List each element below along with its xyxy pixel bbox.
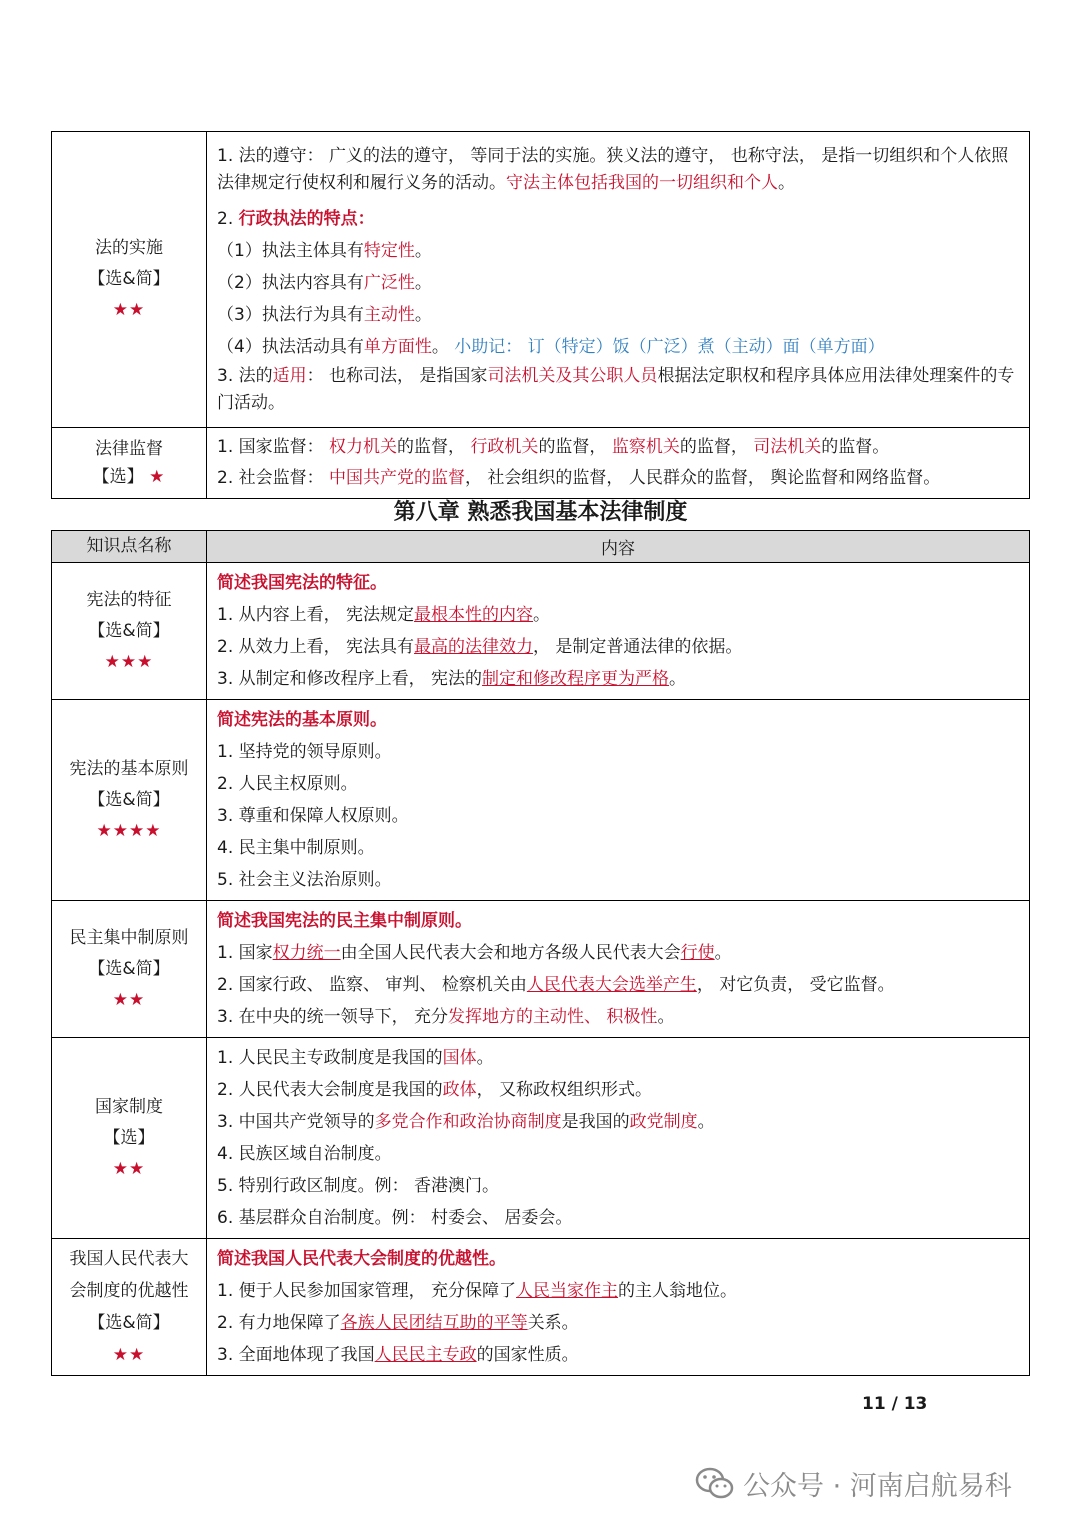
topic-tag: 【选&简】: [88, 620, 170, 641]
item-number: 2.: [217, 208, 239, 229]
topic-cell: [52, 132, 207, 428]
paragraph-text: 3. 法的: [217, 365, 273, 386]
importance-stars: ★★: [112, 1158, 146, 1179]
wechat-icon: [695, 1467, 735, 1508]
topic-tag: 【选&简】: [88, 958, 170, 979]
chapter-title: 第八章 熟悉我国基本法律制度: [393, 500, 688, 525]
line-text: 6. 基层群众自治制度。例： 村委会、 居委会。: [217, 1208, 573, 1228]
knowledge-table-2: [51, 530, 1030, 1376]
topic-cell: [52, 1239, 207, 1376]
line-text: 4. 民族区域自治制度。: [217, 1144, 392, 1164]
highlight-text: 特定性: [363, 240, 415, 261]
topic-name: 法的实施: [95, 238, 163, 258]
line-text: 。: [697, 1112, 715, 1132]
section-heading: 简述宪法的基本原则。: [217, 710, 387, 730]
table-row: [52, 1239, 1030, 1376]
line-text: 。: [476, 1048, 494, 1068]
knowledge-table-1: [51, 131, 1030, 499]
topic-name: 法律监督: [95, 439, 163, 459]
line-text: 的监督，: [679, 437, 754, 457]
highlight-text: 司法机关: [753, 437, 822, 457]
line-text: 5. 特别行政区制度。例： 香港澳门。: [217, 1176, 500, 1196]
highlight-text: 最根本性的内容: [414, 605, 534, 625]
line-text: 关系。: [527, 1313, 579, 1333]
header-topic: 知识点名称: [52, 531, 207, 563]
topic-name: 宪法的特征: [86, 589, 172, 610]
topic-cell: [52, 563, 207, 700]
paragraph-text: ： 也称司法， 是指国家: [306, 365, 488, 386]
paragraph-text: 1. 法的遵守： 广义的法的遵守， 等同于法的实施。狭义法的遵守， 也称守法， 是指一切组织和个人依照法律规定行使权利和履行义务的活动。: [217, 145, 1009, 193]
item-text: （4）执法活动具有: [217, 336, 364, 357]
item-text: 。: [431, 336, 449, 357]
line-text: 2. 有力地保障了: [217, 1313, 341, 1333]
line-text: 3. 中国共产党领导的: [217, 1112, 375, 1132]
paragraph-text: 。: [778, 172, 795, 193]
header-content: 内容: [207, 531, 1030, 563]
highlight-text: 人民当家作主: [516, 1281, 619, 1301]
topic-cell: [52, 1038, 207, 1239]
section-heading: 简述我国宪法的民主集中制原则。: [217, 911, 472, 931]
line-text: 1. 国家: [217, 943, 273, 963]
section-heading: 行政执法的特点：: [238, 208, 375, 229]
line-text: 由全国人民代表大会和地方各级人民代表大会: [340, 943, 681, 963]
content-cell: [207, 700, 1030, 901]
line-text: 。: [714, 943, 732, 963]
line-text: 1. 便于人民参加国家管理， 充分保障了: [217, 1281, 517, 1301]
line-text: 1. 从内容上看， 宪法规定: [217, 605, 415, 625]
line-text: 3. 从制定和修改程序上看， 宪法的: [217, 669, 483, 689]
highlight-text: 各族人民团结互助的平等: [340, 1313, 528, 1333]
line-text: 3. 全面地体现了我国: [217, 1345, 375, 1365]
line-text: 2. 人民代表大会制度是我国的: [217, 1080, 443, 1100]
highlight-text: 发挥地方的主动性、 积极性: [448, 1007, 658, 1027]
highlight-text: 行政机关: [470, 437, 539, 457]
table-row: [52, 1038, 1030, 1239]
page-number: 11 / 13: [862, 1394, 928, 1414]
line-text: 。: [669, 669, 687, 689]
highlight-text: 监察机关: [611, 437, 680, 457]
importance-stars: ★★★: [104, 651, 154, 672]
topic-tag: 【选&简】: [88, 269, 170, 289]
table-row: [52, 563, 1030, 700]
highlight-text: 政体: [442, 1080, 477, 1100]
highlight-text: 权力机关: [329, 437, 398, 457]
highlight-text: 单方面性: [363, 336, 432, 357]
importance-stars: ★★: [112, 989, 146, 1010]
highlight-text: 国体: [442, 1048, 477, 1068]
importance-stars: ★★: [112, 1345, 146, 1365]
line-text: 4. 民主集中制原则。: [217, 838, 375, 858]
topic-name: 会制度的优越性: [69, 1281, 189, 1301]
highlight-text: 权力统一: [272, 943, 341, 963]
highlight-text: 人民代表大会选举产生: [526, 975, 697, 995]
content-cell: [207, 563, 1030, 700]
topic-tag: 【选&简】: [88, 1313, 170, 1333]
mnemonic-text: 小助记： 订（特定）饭（广泛）煮（主动）面（单方面）: [454, 336, 885, 357]
topic-cell: [52, 428, 207, 499]
table-row: [52, 132, 1030, 428]
line-text: 是我国的: [561, 1112, 630, 1132]
highlight-text: 守法主体包括我国的一切组织和个人: [506, 172, 778, 193]
line-text: 1. 坚持党的领导原则。: [217, 742, 392, 762]
watermark-text: 公众号 · 河南启航易科: [743, 1471, 1012, 1502]
topic-tag: 【选】: [92, 467, 144, 487]
line-text: ， 社会组织的监督， 人民群众的监督， 舆论监督和网络监督。: [465, 468, 941, 488]
highlight-text: 行使: [680, 943, 715, 963]
line-text: 3. 尊重和保障人权原则。: [217, 806, 409, 826]
line-text: ， 是制定普通法律的依据。: [533, 637, 743, 657]
highlight-text: 司法机关及其公职人员: [487, 365, 658, 386]
highlight-text: 多党合作和政治协商制度: [374, 1112, 562, 1132]
highlight-text: 中国共产党的监督: [329, 468, 466, 488]
topic-tag: 【选】: [103, 1127, 155, 1148]
item-text: （2）执法内容具有: [217, 272, 364, 293]
topic-cell: [52, 700, 207, 901]
line-text: 1. 人民民主专政制度是我国的: [217, 1048, 443, 1068]
content-cell: [207, 1239, 1030, 1376]
line-text: 2. 国家行政、 监察、 审判、 检察机关由: [217, 975, 527, 995]
topic-cell: [52, 901, 207, 1038]
table-row: [52, 428, 1030, 499]
item-text: 。: [414, 304, 432, 325]
item-text: 。: [414, 240, 432, 261]
highlight-text: 制定和修改程序更为严格: [482, 669, 670, 689]
importance-stars: ★: [149, 467, 166, 487]
line-text: 5. 社会主义法治原则。: [217, 870, 392, 890]
topic-name: 民主集中制原则: [69, 927, 189, 948]
line-text: 的监督。: [821, 437, 890, 457]
content-cell: [207, 1038, 1030, 1239]
topic-tag: 【选&简】: [88, 789, 170, 810]
highlight-text: 适用: [272, 365, 307, 386]
content-cell: [207, 901, 1030, 1038]
table-row: [52, 901, 1030, 1038]
section-heading: 简述我国宪法的特征。: [217, 573, 387, 593]
item-text: 。: [414, 272, 432, 293]
line-text: 2. 从效力上看， 宪法具有: [217, 637, 415, 657]
line-text: 的国家性质。: [476, 1345, 579, 1365]
line-text: ， 又称政权组织形式。: [476, 1080, 653, 1100]
item-text: （3）执法行为具有: [217, 304, 364, 325]
watermark: [695, 1464, 1012, 1508]
table-header-row: [52, 531, 1030, 563]
content-cell: [207, 132, 1030, 428]
highlight-text: 最高的法律效力: [414, 637, 534, 657]
paragraph-text: 根据法定职权和程序具体应用法律处理案件的专门活动。: [217, 365, 1015, 413]
importance-stars: ★★: [112, 300, 146, 320]
line-text: 。: [657, 1007, 675, 1027]
topic-name: 国家制度: [95, 1096, 163, 1117]
line-text: 2. 人民主权原则。: [217, 774, 358, 794]
line-text: 1. 国家监督：: [217, 437, 330, 457]
highlight-text: 广泛性: [363, 272, 415, 293]
topic-name: 我国人民代表大: [69, 1249, 189, 1269]
line-text: 3. 在中央的统一领导下， 充分: [217, 1007, 449, 1027]
highlight-text: 政党制度: [629, 1112, 698, 1132]
line-text: ， 对它负责， 受它监督。: [696, 975, 895, 995]
line-text: 的监督，: [538, 437, 612, 457]
content-cell: [207, 428, 1030, 499]
highlight-text: 人民民主专政: [374, 1345, 477, 1365]
table-row: [52, 700, 1030, 901]
section-heading: 简述我国人民代表大会制度的优越性。: [217, 1249, 506, 1269]
line-text: 的主人翁地位。: [618, 1281, 738, 1301]
line-text: 。: [533, 605, 551, 625]
item-text: （1）执法主体具有: [217, 240, 364, 261]
highlight-text: 主动性: [363, 304, 415, 325]
importance-stars: ★★★★: [96, 820, 162, 841]
line-text: 2. 社会监督：: [217, 468, 330, 488]
line-text: 的监督，: [397, 437, 471, 457]
topic-name: 宪法的基本原则: [69, 758, 189, 779]
